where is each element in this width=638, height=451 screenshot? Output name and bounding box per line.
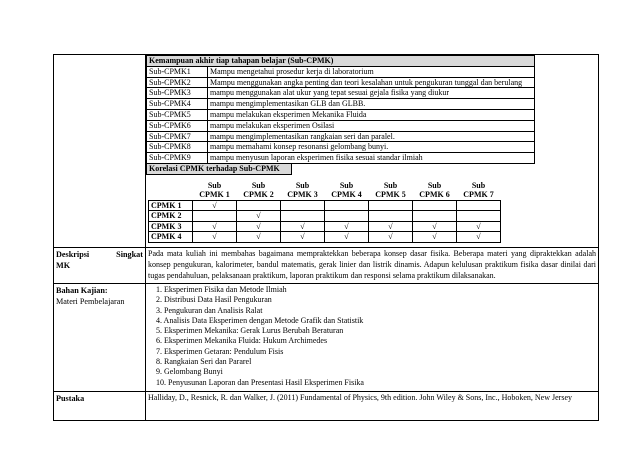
sub-cpmk-text: mampu memahami konsep resonansi gelombang bunyi. [208, 142, 535, 153]
matrix-cell [193, 211, 237, 222]
sub-cpmk-text: mampu mengimplementasikan rangkaian seri dan paralel. [208, 131, 535, 142]
matrix-row-label: CPMK 3 [149, 221, 193, 232]
sub-cpmk-cell [146, 55, 599, 248]
matrix-col-header-bottom: CPMK 6 [419, 190, 450, 200]
matrix-cell: √ [457, 232, 501, 243]
matrix-cell: √ [281, 221, 325, 232]
matrix-cell [457, 211, 501, 222]
sub-cpmk-row-item [147, 120, 535, 131]
matrix-cell [281, 211, 325, 222]
matrix-row [149, 200, 501, 211]
matrix-cell: √ [193, 200, 237, 211]
matrix-cell [281, 200, 325, 211]
sub-cpmk-row-item [147, 131, 535, 142]
description-text: Pada mata kuliah ini membahas bagaimana mempraktekkan beberapa konsep dasar fisika. Beberapa materi yang dipraktekkan adalah konsep pengukuran, kalorimeter, bandul matematis, gerak linier dan listrik dinamis. Adapun kelulusan praktikum fisika dasar dinilai dari tugas pendahuluan, pelaksanaan praktikum, laporan praktikum dan responsi selama praktikum dilaksanakan. [146, 247, 599, 283]
sub-cpmk-row-item [147, 153, 535, 164]
matrix-header-row [149, 190, 501, 200]
description-label-word-1: Deskripsi [56, 249, 90, 259]
matrix-cell: √ [369, 221, 413, 232]
matrix-cell: √ [193, 221, 237, 232]
matrix-cell [325, 200, 369, 211]
matrix-cell: √ [237, 211, 281, 222]
sub-cpmk-code: Sub-CPMK2 [147, 77, 208, 88]
sub-cpmk-table [146, 55, 535, 164]
matrix-cell: √ [457, 221, 501, 232]
bahan-kajian-item: 9. Gelombang Bunyi [156, 367, 223, 377]
bahan-kajian-title: Bahan Kajian: [56, 285, 108, 295]
matrix-col-header-top: Sub [251, 180, 266, 190]
sub-cpmk-code: Sub-CPMK3 [147, 88, 208, 99]
sub-cpmk-code: Sub-CPMK7 [147, 131, 208, 142]
matrix-cell [413, 211, 457, 222]
matrix-row-label: CPMK 2 [149, 211, 193, 222]
description-label-word-3: MK [56, 260, 71, 270]
matrix-col-header-top: Sub [383, 180, 398, 190]
sub-cpmk-text: mampu menggunakan alat ukur yang tepat sesuai gejala fisika yang diukur [208, 88, 535, 99]
bahan-kajian-label [54, 283, 146, 391]
sub-cpmk-row-item [147, 66, 535, 77]
description-label [54, 247, 146, 283]
sub-cpmk-row-item [147, 77, 535, 88]
bahan-kajian-subtitle: Materi Pembelajaran [56, 296, 125, 306]
matrix-col-header-bottom: CPMK 4 [331, 190, 362, 200]
matrix-col-header-top: Sub [207, 180, 222, 190]
matrix-col-header-bottom: CPMK 5 [375, 190, 406, 200]
matrix-col-header-bottom: CPMK 3 [287, 190, 318, 200]
sub-cpmk-text: mampu melakukan eksperimen Mekanika Fluida [208, 109, 535, 120]
bahan-kajian-item: 4. Analisis Data Eksperimen dengan Metode Grafik dan Statistik [156, 315, 364, 325]
matrix-col-header-bottom: CPMK 7 [463, 190, 494, 200]
sub-cpmk-code: Sub-CPMK1 [147, 66, 208, 77]
bahan-kajian-list [146, 283, 599, 391]
sub-cpmk-row-item [147, 99, 535, 110]
sub-cpmk-row-item [147, 109, 535, 120]
matrix-col-header-bottom: CPMK 1 [199, 190, 230, 200]
matrix-col-header-top: Sub [339, 180, 354, 190]
pustaka-row [54, 391, 599, 420]
matrix-cell: √ [193, 232, 237, 243]
bahan-kajian-item: 5. Eksperimen Mekanika: Gerak Lurus Berubah Beraturan [156, 326, 344, 336]
sub-cpmk-text: Mampu menggunakan angka penting dan teori kesalahan untuk pengukuran tunggal dan berulang [208, 77, 535, 88]
matrix-row [149, 211, 501, 222]
matrix-corner [149, 181, 193, 191]
sub-cpmk-code: Sub-CPMK4 [147, 99, 208, 110]
bahan-kajian-row [54, 283, 599, 391]
matrix-cell [325, 211, 369, 222]
matrix-cell [369, 211, 413, 222]
description-label-word-2: Singkat [116, 249, 143, 259]
matrix-cell: √ [237, 221, 281, 232]
matrix-col-header-top: Sub [295, 180, 310, 190]
matrix-cell: √ [413, 221, 457, 232]
sub-cpmk-code: Sub-CPMK6 [147, 120, 208, 131]
matrix-row-label: CPMK 1 [149, 200, 193, 211]
sub-cpmk-row-item [147, 88, 535, 99]
sub-cpmk-text: Mampu mengetahui prosedur kerja di laboratorium [208, 66, 535, 77]
pustaka-label: Pustaka [54, 391, 146, 420]
matrix-cell: √ [281, 232, 325, 243]
bahan-kajian-item: 10. Penyusunan Laporan dan Presentasi Hasil Eksperimen Fisika [156, 377, 364, 387]
sub-cpmk-code: Sub-CPMK8 [147, 142, 208, 153]
matrix-col-header-top: Sub [427, 180, 442, 190]
bahan-kajian-item: 7. Eksperimen Getaran: Pendulum Fisis [156, 346, 284, 356]
sub-cpmk-header: Kemampuan akhir tiap tahapan belajar (Sub-CPMK) [147, 56, 535, 67]
matrix-corner [149, 190, 193, 200]
bahan-kajian-item: 2. Distribusi Data Hasil Pengukuran [156, 295, 272, 305]
relation-title: Korelasi CPMK terhadap Sub-CPMK [146, 164, 292, 175]
pustaka-text: Halliday, D., Resnick, R. dan Walker, J. (2011) Fundamental of Physics, 9th edition. John Wiley & Sons, Inc., Hoboken, New Jersey [146, 391, 599, 420]
bahan-kajian-item: 8. Rangkaian Seri dan Pararel [156, 357, 252, 367]
matrix-cell: √ [237, 232, 281, 243]
matrix-row-label: CPMK 4 [149, 232, 193, 243]
matrix-cell [369, 200, 413, 211]
sub-cpmk-text: mampu melakukan eksperimen Osilasi [208, 120, 535, 131]
matrix-cell [413, 200, 457, 211]
document-page [53, 54, 599, 421]
matrix-col-header-bottom: CPMK 2 [243, 190, 274, 200]
matrix-row [149, 221, 501, 232]
matrix-col-header-top: Sub [471, 180, 486, 190]
course-plan-table [53, 54, 599, 421]
matrix-cell [457, 200, 501, 211]
matrix-cell: √ [369, 232, 413, 243]
sub-cpmk-text: mampu menyusun laporan eksperimen fisika sesuai standar ilmiah [208, 153, 535, 164]
sub-cpmk-text: mampu mengimplementasikan GLB dan GLBB. [208, 99, 535, 110]
matrix-cell: √ [413, 232, 457, 243]
matrix-cell: √ [325, 232, 369, 243]
correlation-matrix [148, 181, 501, 243]
sub-cpmk-code: Sub-CPMK9 [147, 153, 208, 164]
bahan-kajian-item: 6. Eksperimen Mekanika Fluida: Hukum Archimedes [156, 336, 328, 346]
bahan-kajian-item: 1. Eksperimen Fisika dan Metode Ilmiah [156, 284, 287, 294]
matrix-header-row [149, 181, 501, 191]
matrix-cell: √ [325, 221, 369, 232]
bahan-kajian-item: 3. Pengukuran dan Analisis Ralat [156, 305, 263, 315]
sub-cpmk-row-item [147, 142, 535, 153]
matrix-row [149, 232, 501, 243]
sub-cpmk-header-row [147, 56, 535, 67]
empty-left-cell [54, 55, 146, 248]
matrix-cell [237, 200, 281, 211]
sub-cpmk-code: Sub-CPMK5 [147, 109, 208, 120]
description-row [54, 247, 599, 283]
sub-cpmk-row [54, 55, 599, 248]
